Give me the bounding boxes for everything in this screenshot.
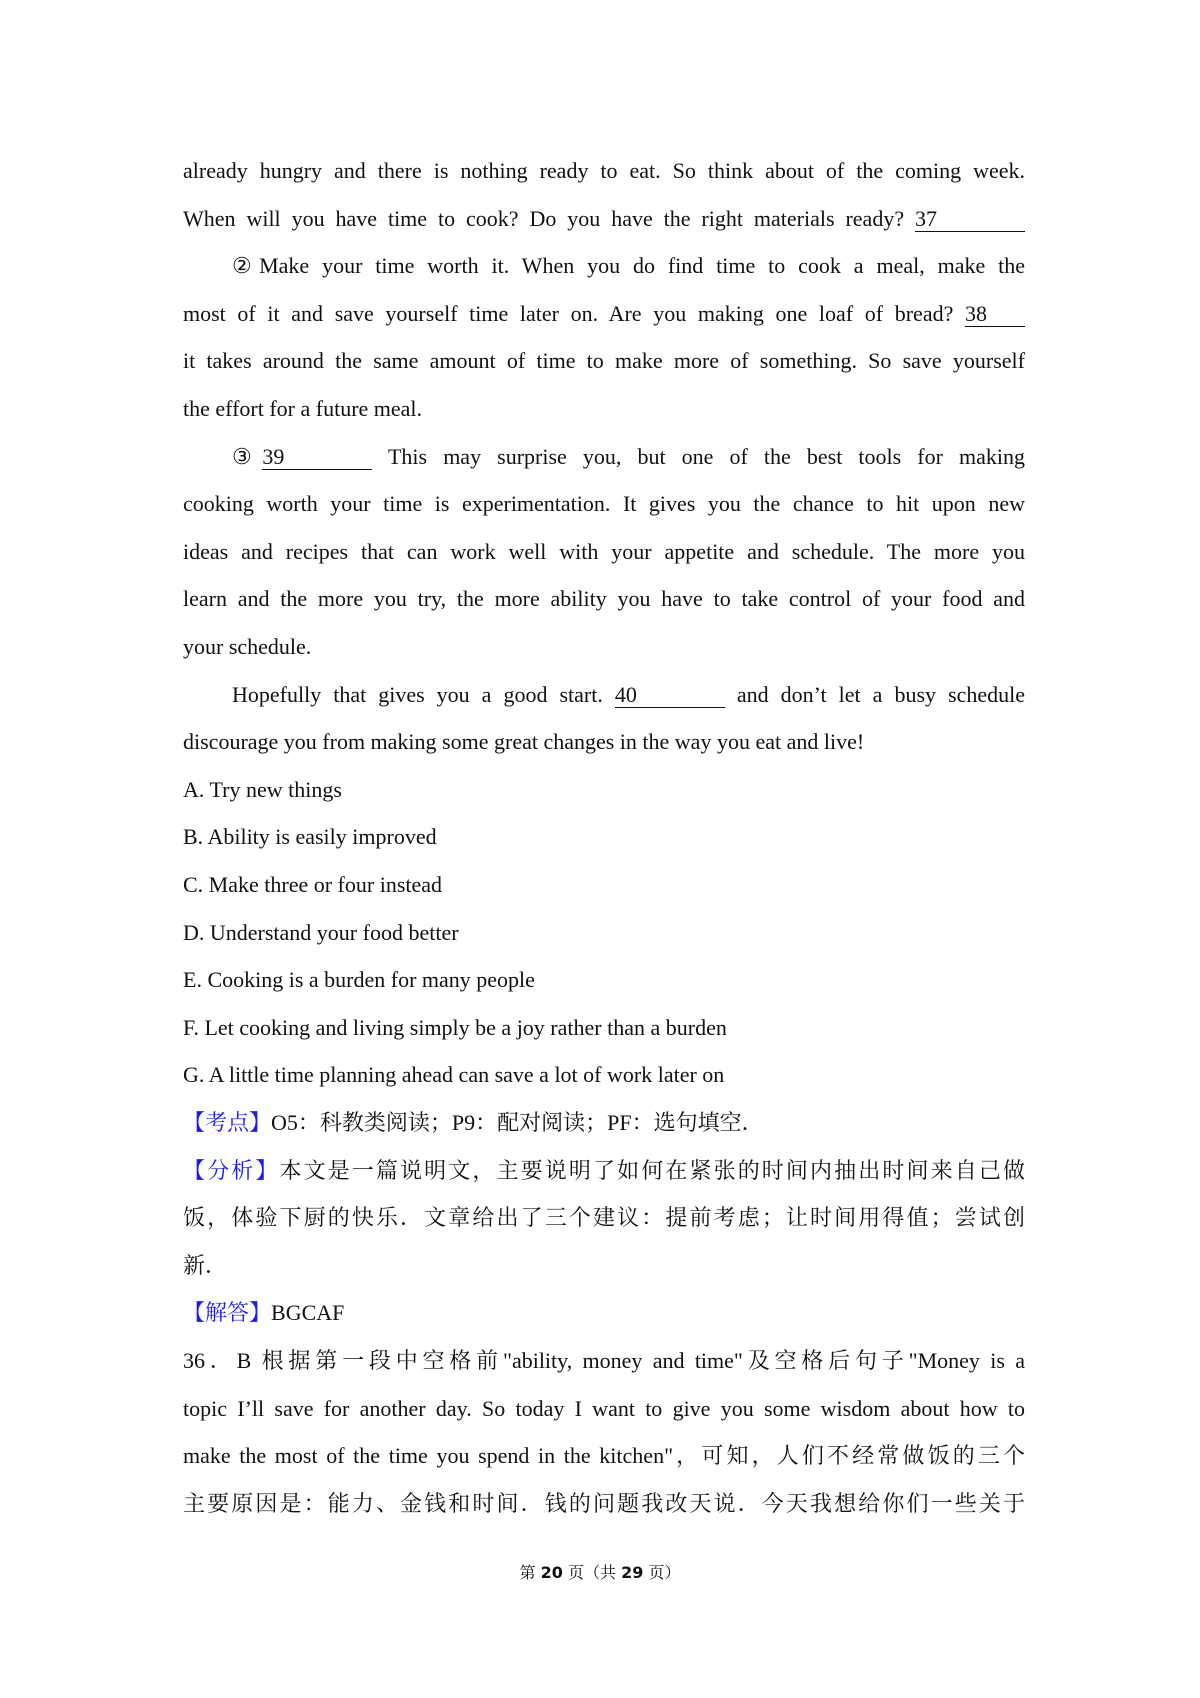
answer-blank: 38 <box>965 302 1025 327</box>
text-segment: cooking worth your time is experimentation. It gives you the chance to hit upon new <box>183 491 1025 517</box>
footer-mid: 页（共 <box>562 1563 622 1582</box>
text-line <box>183 1194 1025 1242</box>
text-segment: 新． <box>183 1252 228 1278</box>
text-line <box>183 1480 1025 1528</box>
text-line <box>232 433 1025 481</box>
text-line <box>183 290 1025 338</box>
text-segment: When will you have time to cook? Do you have the right materials ready? <box>183 205 915 231</box>
text-segment: BGCAF <box>271 1300 345 1326</box>
text-segment: most of it and save yourself time later on. Are you making one loaf of bread? <box>183 300 965 326</box>
text-segment: Hopefully that gives you a good start. <box>232 681 615 707</box>
text-line <box>183 1099 1025 1147</box>
current-page-number: 20 <box>540 1563 563 1582</box>
page-footer <box>0 1560 1200 1583</box>
answer-blank: 37 <box>915 207 1025 232</box>
text-line <box>183 528 1025 576</box>
text-line <box>183 1147 1025 1195</box>
footer-suffix: 页） <box>643 1563 681 1582</box>
section-tag: 【考点】 <box>183 1110 272 1135</box>
text-segment: E. Cooking is a burden for many people <box>183 967 535 993</box>
text-line <box>183 1004 1025 1052</box>
text-segment: it takes around the same amount of time to make more of something. So save yourself <box>183 348 1025 374</box>
text-segment: topic I’ll save for another day. So today I want to give you some wisdom about how to <box>183 1395 1025 1421</box>
text-line <box>232 242 1025 290</box>
text-line <box>183 337 1025 385</box>
answer-blank: 40 <box>615 683 725 708</box>
text-segment: make the most of the time you spend in the kitchen"，可知，人们不经常做饭的三个 <box>183 1443 1025 1469</box>
text-line <box>183 956 1025 1004</box>
text-segment: This may surprise you, but one of the best tools for making <box>372 443 1025 469</box>
text-line <box>183 718 1025 766</box>
text-segment: ③ <box>232 443 263 469</box>
total-pages: 29 <box>621 1563 644 1582</box>
text-segment: O5：科教类阅读；P9：配对阅读；PF：选句填空． <box>271 1110 764 1135</box>
text-line <box>183 909 1025 957</box>
text-line <box>183 1289 1025 1337</box>
text-line <box>183 385 1025 433</box>
text-segment: ideas and recipes that can work well with your appetite and schedule. The more you <box>183 538 1025 564</box>
section-tag: 【分析】 <box>183 1157 280 1183</box>
text-segment: 36．B 根据第一段中空格前"ability, money and time"及空格后句子"Money is a <box>183 1348 1025 1373</box>
text-segment: discourage you from making some great changes in the way you eat and live! <box>183 729 865 755</box>
text-segment: the effort for a future meal. <box>183 396 423 421</box>
text-line <box>183 813 1025 861</box>
text-line <box>183 623 1025 671</box>
text-line <box>183 1242 1025 1290</box>
text-line <box>183 480 1025 528</box>
text-segment: learn and the more you try, the more ability you have to take control of your food and <box>183 586 1025 612</box>
text-line <box>183 1385 1025 1433</box>
text-segment: 主要原因是：能力、金钱和时间．钱的问题我改天说．今天我想给你们一些关于 <box>183 1490 1025 1516</box>
text-line <box>183 1337 1025 1385</box>
text-line <box>183 147 1025 195</box>
text-line <box>183 861 1025 909</box>
text-segment: B. Ability is easily improved <box>183 824 437 850</box>
text-segment: C. Make three or four instead <box>183 872 443 897</box>
text-segment: G. A little time planning ahead can save a lot of work later on <box>183 1062 725 1088</box>
text-segment: A. Try new things <box>183 776 342 802</box>
text-line <box>183 1432 1025 1480</box>
text-segment: D. Understand your food better <box>183 919 459 945</box>
text-line <box>183 195 1025 243</box>
text-line <box>183 1051 1025 1099</box>
text-segment: and don’t let a busy schedule <box>724 681 1025 707</box>
answer-blank: 39 <box>262 445 372 470</box>
text-segment: already hungry and there is nothing ready to eat. So think about of the coming week. <box>183 158 1025 183</box>
footer-prefix: 第 <box>519 1563 541 1582</box>
text-segment: your schedule. <box>183 634 312 659</box>
text-line <box>232 671 1025 719</box>
text-segment: 本文是一篇说明文，主要说明了如何在紧张的时间内抽出时间来自己做 <box>279 1157 1025 1183</box>
text-segment: 饭，体验下厨的快乐．文章给出了三个建议：提前考虑；让时间用得值；尝试创 <box>183 1205 1025 1231</box>
text-line <box>183 575 1025 623</box>
section-tag: 【解答】 <box>183 1300 272 1326</box>
text-line <box>183 766 1025 814</box>
text-segment: F. Let cooking and living simply be a joy rather than a burden <box>183 1014 727 1040</box>
text-segment: ②Make your time worth it. When you do find time to cook a meal, make the <box>232 253 1025 279</box>
